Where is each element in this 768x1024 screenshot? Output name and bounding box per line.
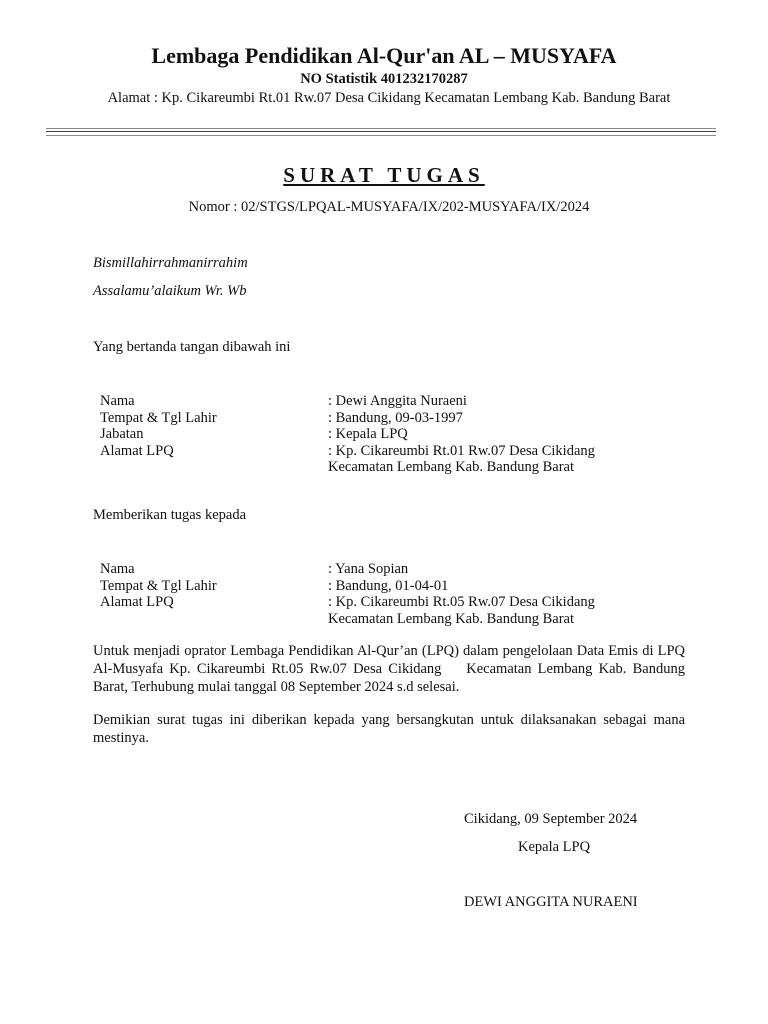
signer-intro: Yang bertanda tangan dibawah ini [93,339,291,355]
signer-details [100,393,660,476]
signer-address-row [100,443,660,476]
assignee-name-label: Nama [100,561,135,577]
signer-name-label: Nama [100,393,135,409]
signer-address-line1: : Kp. Cikareumbi Rt.01 Rw.07 Desa Cikidang [328,442,595,459]
statistic-number: NO Statistik 401232170287 [300,71,468,87]
assignee-birth-value: : Bandung, 01-04-01 [328,577,449,594]
signer-birth-label: Tempat & Tgl Lahir [100,409,217,426]
signer-name-value: : Dewi Anggita Nuraeni [328,393,467,409]
signer-address-value [328,443,660,476]
opening-basmalah: Bismillahirrahmanirrahim [93,255,248,271]
signer-position-row [100,426,660,443]
assignment-body: Untuk menjadi oprator Lembaga Pendidikan Al-Qur’an (LPQ) dalam pengelolaan Data Emis di LPQ Al-Musyafa Kp. Cikareumbi Rt.05 Rw.07 Desa Cikidang Kecamatan Lembang Kab. Bandung Barat, Terhubung mulai tanggal 08 September 2024 s.d selesai. [93,643,689,695]
assignee-birth-row [100,578,660,595]
closing-paragraph: Demikian surat tugas ini diberikan kepada yang bersangkutan untuk dilaksanakan sebagai mana mestinya. [93,712,685,746]
signer-position-value: : Kepala LPQ [328,426,408,442]
greeting: Assalamu’alaikum Wr. Wb [93,283,247,299]
assignee-name-value: : Yana Sopian [328,561,409,577]
signature-name: DEWI ANGGITA NURAENI [464,894,638,910]
letterhead-rule-middle [46,131,716,132]
institution-address: Alamat : Kp. Cikareumbi Rt.01 Rw.07 Desa Cikidang Kecamatan Lembang Kab. Bandung Barat [107,90,671,106]
assignee-address-label: Alamat LPQ [100,594,174,610]
signer-birth-row [100,410,660,427]
assignee-address-line2: Kecamatan Lembang Kab. Bandung Barat [328,610,575,627]
signer-address-line2: Kecamatan Lembang Kab. Bandung Barat [328,459,575,475]
assignee-address-row [100,594,660,627]
assignee-birth-label: Tempat & Tgl Lahir [100,577,217,594]
signer-birth-value: : Bandung, 09-03-1997 [328,409,463,426]
signer-position-label: Jabatan [100,426,144,442]
signature-role: Kepala LPQ [518,839,591,855]
assignee-address-value [328,594,660,627]
letterhead-rule-top [46,128,716,129]
signer-name-row [100,393,660,410]
letter-title: SURAT TUGAS [283,163,485,187]
assignee-details [100,561,660,627]
assignee-name-row [100,561,660,578]
letter-number: Nomor : 02/STGS/LPQAL-MUSYAFA/IX/202-MUSYAFA/IX/2024 [188,199,590,215]
signature-place-date: Cikidang, 09 September 2024 [464,811,638,827]
signer-address-label: Alamat LPQ [100,442,174,459]
assignment-intro: Memberikan tugas kepada [93,507,247,523]
assignee-address-line1: : Kp. Cikareumbi Rt.05 Rw.07 Desa Cikidang [328,594,595,610]
letterhead-rule-bottom [46,135,716,136]
institution-name: Lembaga Pendidikan Al-Qur'an AL – MUSYAFA [151,43,617,68]
